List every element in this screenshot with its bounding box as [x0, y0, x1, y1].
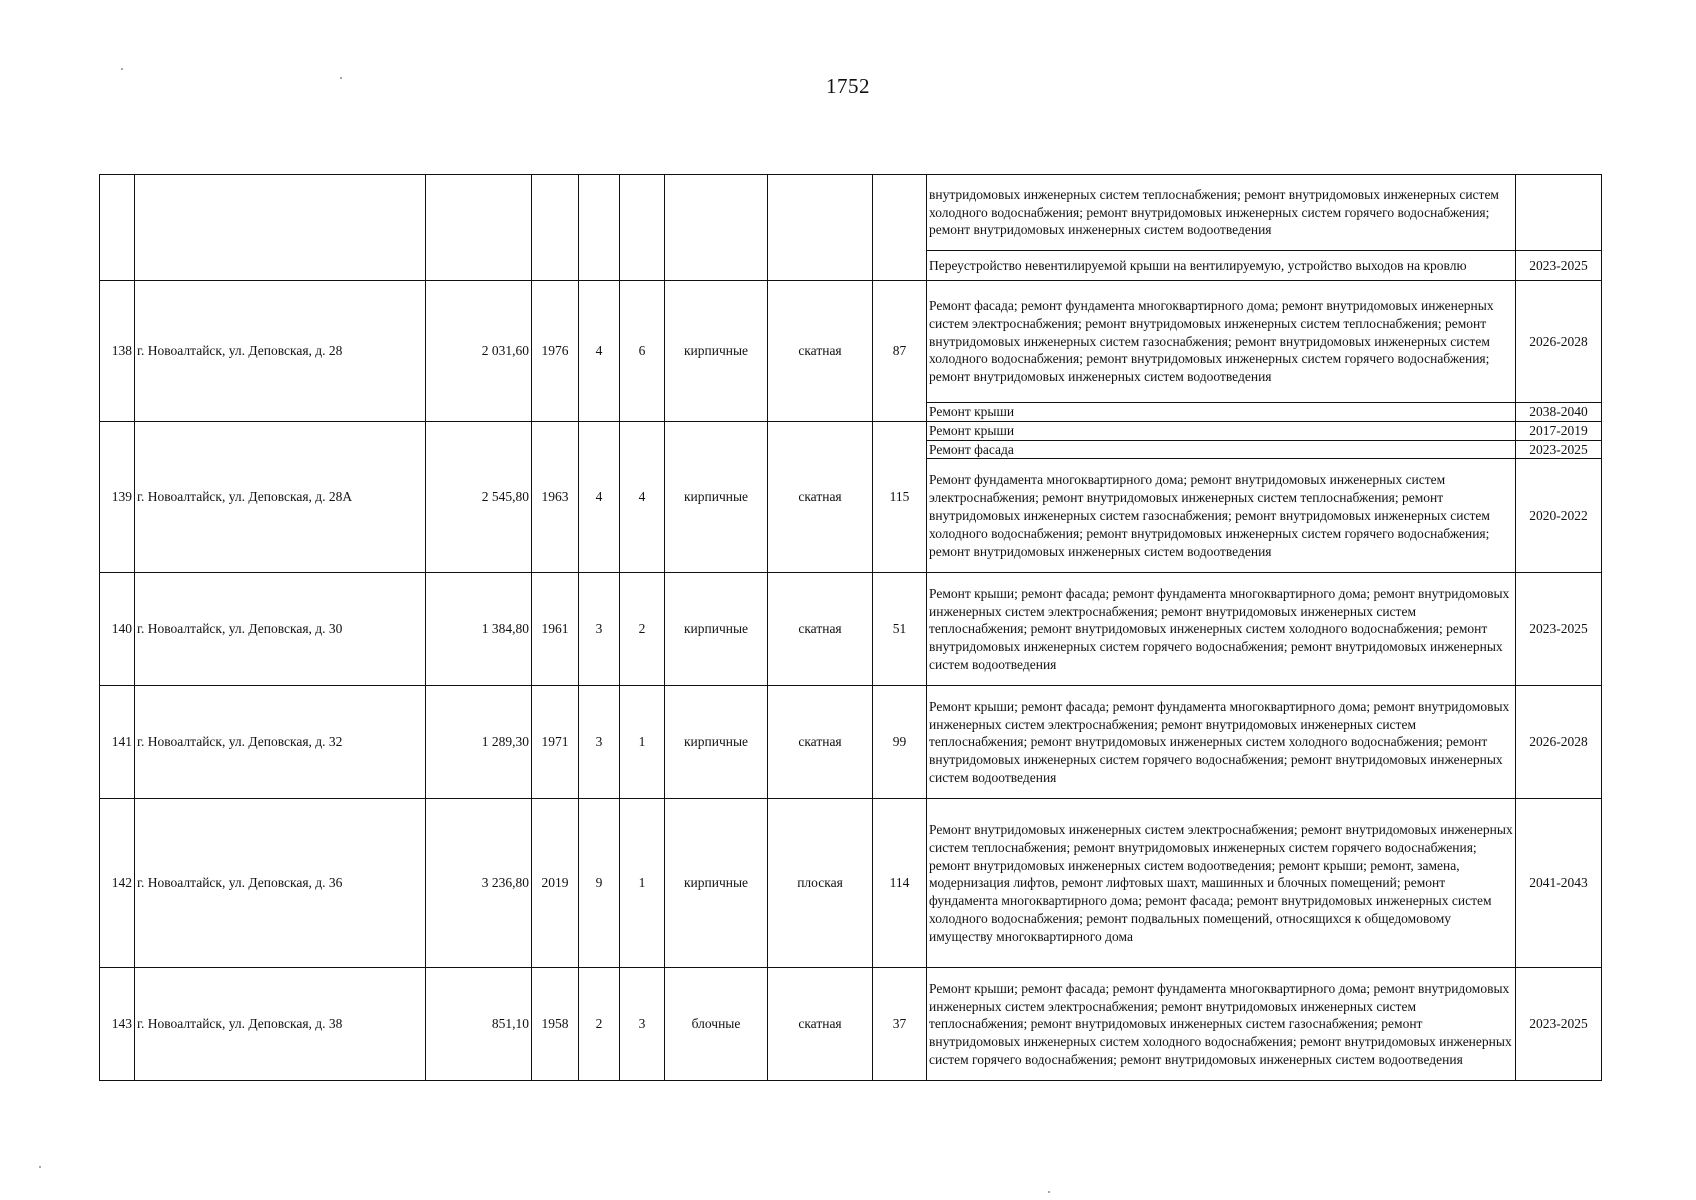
work-description-cell: Ремонт крыши; ремонт фасада; ремонт фундамента многоквартирного дома; ремонт внутридомовых инженерных систем электроснабжения; ремонт внутридомовых инженерных систем теплоснабжения; ремонт внутридомовых инженерных систем холодного водоснабжения; ремонт внутридомовых инженерных систем горячего водоснабжения; ремонт внутридомовых инженерных систем водоотведения	[927, 686, 1516, 799]
page-number: 1752	[826, 74, 870, 98]
table-row	[100, 686, 1602, 799]
floors-cell: 4	[579, 281, 620, 422]
work-description-cell: Ремонт крыши	[927, 421, 1516, 440]
roof-cell: скатная	[768, 573, 873, 686]
work-description-cell: Ремонт фундамента многоквартирного дома; ремонт внутридомовых инженерных систем электроснабжения; ремонт внутридомовых инженерных систем теплоснабжения; ремонт внутридомовых инженерных систем газоснабжения; ремонт внутридомовых инженерных систем холодного водоснабжения; ремонт внутридомовых инженерных систем горячего водоснабжения; ремонт внутридомовых инженерных систем водоотведения	[927, 459, 1516, 573]
work-description-cell: внутридомовых инженерных систем теплоснабжения; ремонт внутридомовых инженерных систем холодного водоснабжения; ремонт внутридомовых инженерных систем горячего водоснабжения; ремонт внутридомовых инженерных систем водоотведения	[927, 175, 1516, 251]
row-number: 138	[100, 281, 135, 422]
floors-cell: 4	[579, 421, 620, 573]
floors-cell: 2	[579, 968, 620, 1081]
work-period-cell: 2026-2028	[1516, 686, 1602, 799]
work-description-cell: Переустройство невентилируемой крыши на вентилируемую, устройство выходов на кровлю	[927, 251, 1516, 281]
scan-speck	[340, 77, 342, 79]
address-cell: г. Новоалтайск, ул. Деповская, д. 36	[135, 799, 426, 968]
work-period-cell: 2023-2025	[1516, 440, 1602, 459]
walls-cell: кирпичные	[665, 686, 768, 799]
work-description-cell: Ремонт крыши; ремонт фасада; ремонт фундамента многоквартирного дома; ремонт внутридомовых инженерных систем электроснабжения; ремонт внутридомовых инженерных систем теплоснабжения; ремонт внутридомовых инженерных систем газоснабжения; ремонт внутридомовых инженерных систем холодного водоснабжения; ремонт внутридомовых инженерных систем горячего водоснабжения; ремонт внутридомовых инженерных систем водоотведения	[927, 968, 1516, 1081]
address-cell: г. Новоалтайск, ул. Деповская, д. 30	[135, 573, 426, 686]
work-period-cell: 2020-2022	[1516, 459, 1602, 573]
floors-cell	[579, 175, 620, 281]
walls-cell: блочные	[665, 968, 768, 1081]
work-description-cell: Ремонт крыши; ремонт фасада; ремонт фундамента многоквартирного дома; ремонт внутридомовых инженерных систем электроснабжения; ремонт внутридомовых инженерных систем теплоснабжения; ремонт внутридомовых инженерных систем холодного водоснабжения; ремонт внутридомовых инженерных систем горячего водоснабжения; ремонт внутридомовых инженерных систем водоотведения	[927, 573, 1516, 686]
address-cell: г. Новоалтайск, ул. Деповская, д. 28	[135, 281, 426, 422]
work-description-cell: Ремонт внутридомовых инженерных систем электроснабжения; ремонт внутридомовых инженерных систем теплоснабжения; ремонт внутридомовых инженерных систем горячего водоснабжения; ремонт внутридомовых инженерных систем водоотведения; ремонт крыши; ремонт, замена, модернизация лифтов, ремонт лифтовых шахт, машинных и блочных помещений; ремонт фундамента многоквартирного дома; ремонт фасада; ремонт внутридомовых инженерных систем холодного водоснабжения; ремонт подвальных помещений, относящихся к общедомовому имуществу многоквартирного дома	[927, 799, 1516, 968]
scan-speck	[39, 1166, 41, 1168]
row-number: 142	[100, 799, 135, 968]
area-cell: 2 031,60	[426, 281, 532, 422]
area-cell: 1 384,80	[426, 573, 532, 686]
year-cell: 2019	[532, 799, 579, 968]
area-cell: 3 236,80	[426, 799, 532, 968]
walls-cell	[665, 175, 768, 281]
scan-speck	[1048, 1191, 1050, 1193]
roof-cell	[768, 175, 873, 281]
work-description-cell: Ремонт крыши	[927, 403, 1516, 422]
work-description-cell: Ремонт фасада	[927, 440, 1516, 459]
work-description-cell: Ремонт фасада; ремонт фундамента многоквартирного дома; ремонт внутридомовых инженерных систем электроснабжения; ремонт внутридомовых инженерных систем теплоснабжения; ремонт внутридомовых инженерных систем газоснабжения; ремонт внутридомовых инженерных систем холодного водоснабжения; ремонт внутридомовых инженерных систем горячего водоснабжения; ремонт внутридомовых инженерных систем водоотведения	[927, 281, 1516, 403]
year-cell	[532, 175, 579, 281]
address-cell: г. Новоалтайск, ул. Деповская, д. 32	[135, 686, 426, 799]
residents-cell: 51	[873, 573, 927, 686]
work-period-cell: 2026-2028	[1516, 281, 1602, 403]
year-cell: 1963	[532, 421, 579, 573]
entrances-cell: 2	[620, 573, 665, 686]
residents-cell: 99	[873, 686, 927, 799]
walls-cell: кирпичные	[665, 421, 768, 573]
work-period-cell	[1516, 175, 1602, 251]
roof-cell: скатная	[768, 421, 873, 573]
floors-cell: 3	[579, 686, 620, 799]
roof-cell: скатная	[768, 686, 873, 799]
year-cell: 1976	[532, 281, 579, 422]
row-number: 143	[100, 968, 135, 1081]
residents-cell: 87	[873, 281, 927, 422]
entrances-cell	[620, 175, 665, 281]
housing-registry-table	[99, 174, 1602, 1081]
roof-cell: скатная	[768, 968, 873, 1081]
walls-cell: кирпичные	[665, 573, 768, 686]
row-number: 140	[100, 573, 135, 686]
entrances-cell: 4	[620, 421, 665, 573]
year-cell: 1971	[532, 686, 579, 799]
table-row	[100, 573, 1602, 686]
row-number: 141	[100, 686, 135, 799]
year-cell: 1958	[532, 968, 579, 1081]
work-period-cell: 2038-2040	[1516, 403, 1602, 422]
year-cell: 1961	[532, 573, 579, 686]
work-period-cell: 2017-2019	[1516, 421, 1602, 440]
area-cell	[426, 175, 532, 281]
table-row	[100, 281, 1602, 403]
work-period-cell: 2023-2025	[1516, 251, 1602, 281]
address-cell	[135, 175, 426, 281]
row-number: 139	[100, 421, 135, 573]
residents-cell: 115	[873, 421, 927, 573]
table-row	[100, 799, 1602, 968]
roof-cell: скатная	[768, 281, 873, 422]
floors-cell: 3	[579, 573, 620, 686]
address-cell: г. Новоалтайск, ул. Деповская, д. 38	[135, 968, 426, 1081]
table-row	[100, 175, 1602, 251]
entrances-cell: 3	[620, 968, 665, 1081]
address-cell: г. Новоалтайск, ул. Деповская, д. 28А	[135, 421, 426, 573]
floors-cell: 9	[579, 799, 620, 968]
residents-cell: 37	[873, 968, 927, 1081]
entrances-cell: 6	[620, 281, 665, 422]
work-period-cell: 2023-2025	[1516, 968, 1602, 1081]
residents-cell	[873, 175, 927, 281]
area-cell: 2 545,80	[426, 421, 532, 573]
entrances-cell: 1	[620, 799, 665, 968]
residents-cell: 114	[873, 799, 927, 968]
work-period-cell: 2041-2043	[1516, 799, 1602, 968]
row-number	[100, 175, 135, 281]
scan-speck	[121, 68, 123, 70]
area-cell: 851,10	[426, 968, 532, 1081]
roof-cell: плоская	[768, 799, 873, 968]
area-cell: 1 289,30	[426, 686, 532, 799]
work-period-cell: 2023-2025	[1516, 573, 1602, 686]
table-row	[100, 968, 1602, 1081]
walls-cell: кирпичные	[665, 281, 768, 422]
walls-cell: кирпичные	[665, 799, 768, 968]
entrances-cell: 1	[620, 686, 665, 799]
table-row	[100, 421, 1602, 440]
